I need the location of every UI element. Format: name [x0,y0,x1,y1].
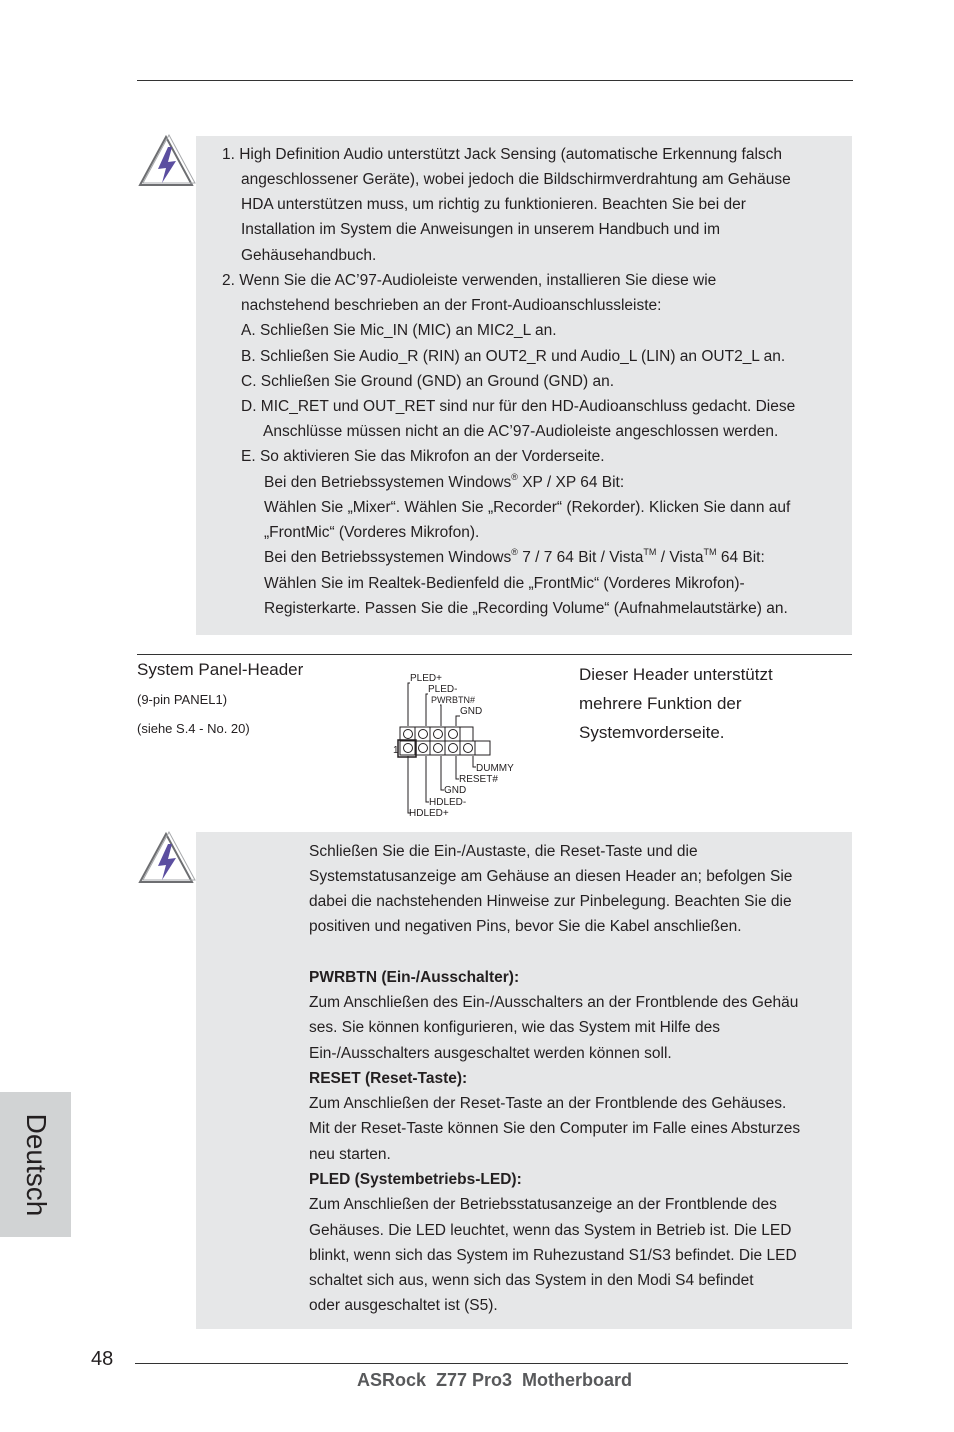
footer-rule [135,1363,848,1364]
header-title: System Panel-Header [137,660,304,679]
pled-line-4: schaltet sich aus, wenn sich das System in den Modi S4 befindet [309,1272,754,1289]
pwrbtn-line-3: Ein-/Ausschalters ausgeschaltet werden können soll. [309,1045,672,1062]
pin-label-gnd-bottom: GND [444,785,467,796]
warning-icon [136,830,196,886]
page-number: 48 [91,1348,114,1370]
note2-intro-1: Schließen Sie die Ein-/Austaste, die Reset-Taste und die [309,843,698,860]
pin-label-gnd-top: GND [460,706,483,717]
note2-intro-2: Systemstatusanzeige am Gehäuse an diesen Header an; befolgen Sie [309,868,793,885]
pled-title: PLED (Systembetriebs-LED): [309,1171,522,1188]
reset-line-3: neu starten. [309,1146,391,1163]
warning-icon [136,133,196,189]
note1-step-c: C. Schließen Sie Ground (GND) an Ground (GND) an. [241,373,614,390]
panel-header-pin-diagram [392,668,527,820]
note1-vista-instr-2: Registerkarte. Passen Sie die „Recording Volume“ (Aufnahmelautstärke) an. [264,600,788,617]
language-tab-label: Deutsch [20,1113,52,1216]
footer-title: ASRock Z77 Pro3 Motherboard [357,1370,633,1390]
pin-label-pwrbtn: PWRBTN# [431,695,476,705]
note1-step-b: B. Schließen Sie Audio_R (RIN) an OUT2_R und Audio_L (LIN) an OUT2_L an. [241,348,786,365]
note1-line-2: angeschlossener Geräte), wobei jedoch die Bildschirmverdrahtung am Gehäuse [241,171,791,188]
language-tab [0,1092,71,1237]
section-rule [137,654,852,655]
note1-step-e: E. So aktivieren Sie das Mikrofon an der Vorderseite. [241,448,605,465]
header-page-ref: (siehe S.4 - No. 20) [137,721,250,736]
pin-label-pled-plus: PLED+ [410,673,442,684]
pin-1-frame [398,740,416,757]
note2-intro-3: dabei die nachstehenden Hinweise zur Pinbelegung. Beachten Sie die [309,893,792,910]
reset-line-1: Zum Anschließen der Reset-Taste an der Frontblende des Gehäuses. [309,1095,787,1112]
pled-line-1: Zum Anschließen der Betriebsstatusanzeige an der Frontblende des [309,1196,777,1213]
pin-label-hdled-plus: HDLED+ [409,808,449,819]
pin-1-marker: 1 [393,745,399,756]
reset-line-2: Mit der Reset-Taste können Sie den Computer im Falle eines Absturzes [309,1120,801,1137]
reset-title: RESET (Reset-Taste): [309,1070,468,1087]
note1-line-4: Installation im System die Anweisungen in unserem Handbuch und im [241,221,721,238]
note1-step-d: D. MIC_RET und OUT_RET sind nur für den HD-Audioanschluss gedacht. Diese [241,398,796,415]
pin-label-dummy: DUMMY [476,763,514,774]
note1-line-6: 2. Wenn Sie die AC’97-Audioleiste verwenden, installieren Sie diese wie [222,272,717,289]
pwrbtn-title: PWRBTN (Ein-/Ausschalter): [309,969,520,986]
pwrbtn-line-1: Zum Anschließen des Ein-/Ausschalters an der Frontblende des Gehäu [309,994,799,1011]
pled-line-2: Gehäuses. Die LED leuchtet, wenn das System in Betrieb ist. Die LED [309,1222,792,1239]
note1-xp-line: Bei den Betriebssystemen Windows® XP / XP 64 Bit: [264,471,625,491]
note2-intro-4: positiven und negativen Pins, bevor Sie die Kabel anschließen. [309,918,742,935]
pled-line-5: oder ausgeschaltet ist (S5). [309,1297,498,1314]
top-rule [137,80,853,81]
note1-vista-line: Bei den Betriebssystemen Windows® 7 / 7 64 Bit / Vista™ / Vista™ 64 Bit: [264,546,765,566]
note1-line-7: nachstehend beschrieben an der Front-Audioanschlussleiste: [241,297,662,314]
pin-label-reset: RESET# [459,774,498,785]
note1-line-3: HDA unterstützen muss, um richtig zu funktionieren. Beachten Sie bei der [241,196,746,213]
header-pin-count: (9-pin PANEL1) [137,692,228,707]
pin-row-top [400,727,473,741]
note1-line-5: Gehäusehandbuch. [241,247,377,264]
note1-line-1: 1. High Definition Audio unterstützt Jack Sensing (automatische Erkennung falsch [222,146,783,163]
note1-xp-instr-1: Wählen Sie „Mixer“. Wählen Sie „Recorder“ (Rekorder). Klicken Sie dann auf [264,499,791,516]
note1-vista-instr-1: Wählen Sie im Realtek-Bedienfeld die „FrontMic“ (Vorderes Mikrofon)- [264,575,745,592]
note1-step-d-cont: Anschlüsse müssen nicht an die AC’97-Audioleiste angeschlossen werden. [263,423,779,440]
pin-label-pled-minus: PLED- [428,684,458,695]
note1-xp-instr-2: „FrontMic“ (Vorderes Mikrofon). [264,524,480,541]
note1-step-a: A. Schließen Sie Mic_IN (MIC) an MIC2_L an. [241,322,557,339]
header-description: Dieser Header unterstützt mehrere Funktion der Systemvorderseite. [579,665,773,742]
pin-label-hdled-minus: HDLED- [429,797,467,808]
pled-line-3: blinkt, wenn sich das System im Ruhezustand S1/S3 befindet. Die LED [309,1247,797,1264]
pwrbtn-line-2: ses. Sie können konfigurieren, wie das System mit Hilfe des [309,1019,720,1036]
